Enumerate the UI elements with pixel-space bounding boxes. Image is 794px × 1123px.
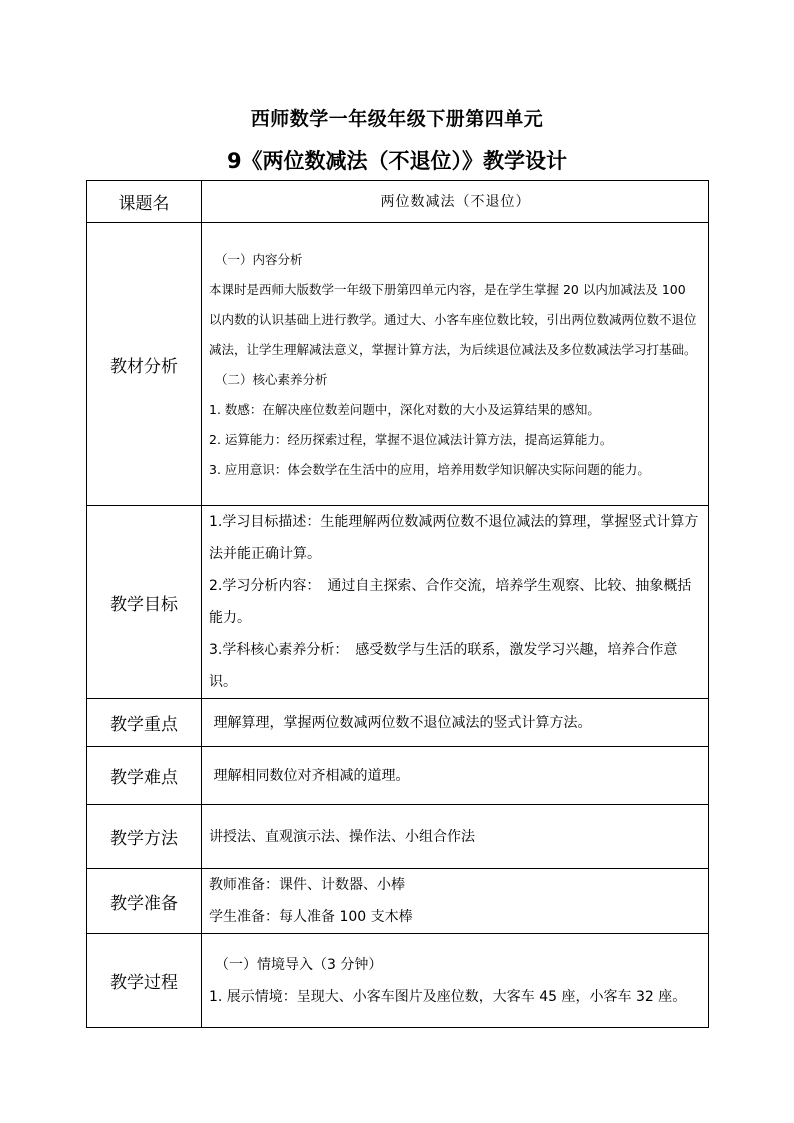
goal-item: 2.学习分析内容： 通过自主探索、合作交流，培养学生观察、比较、抽象概括能力。 [209,578,692,626]
label-topic: 课题名 [87,181,202,223]
row-topic [87,181,709,223]
key-point-value [202,699,709,747]
process-item: 1. 展示情境：呈现大、小客车图片及座位数，大客车 45 座，小客车 32 座。 [209,988,687,1005]
row-difficulty [87,747,709,805]
teaching-goals-content [202,506,709,699]
row-method [87,805,709,869]
label-key-point: 教学重点 [87,699,202,747]
goal-item: 1.学习目标描述：生能理解两位数减两位数不退位减法的算理，掌握竖式计算方法并能正确计算。 [209,514,699,562]
lesson-title: 9《两位数减法（不退位）》教学设计 [226,149,568,173]
teacher-prep: 教师准备：课件、计数器、小棒 [209,877,405,893]
core-literacy-item: 1. 数感：在解决座位数差问题中，深化对数的大小及运算结果的感知。 [209,402,600,417]
content-analysis-heading: （一）内容分析 [215,252,303,267]
method-value: 讲授法、直观演示法、操作法、小组合作法 [202,805,709,869]
process-content [202,934,709,1028]
difficulty-value [202,747,709,805]
label-material-analysis: 教材分析 [87,223,202,506]
row-process [87,934,709,1028]
label-teaching-goals: 教学目标 [87,506,202,699]
row-preparation [87,869,709,934]
preparation-content [202,869,709,934]
document-title: 西师数学一年级年级下册第四单元 [250,108,544,130]
content-analysis-paragraph: 本课时是西师大版数学一年级下册第四单元内容，是在学生掌握 20 以内加减法及 100 以内数的认识基础上进行教学。通过大、小客车座位数比较，引出两位数减两位数不退位减法，让学生理解减法意义，掌握计算方法，为后续退位减法及多位数减法学习打基础。 [209,282,697,357]
lesson-plan-table [86,180,709,1028]
core-literacy-item: 3. 应用意识：体会数学在生活中的应用，培养用数学知识解决实际问题的能力。 [209,462,650,477]
core-literacy-item: 2. 运算能力：经历探索过程，掌握不退位减法计算方法，提高运算能力。 [209,432,613,447]
label-difficulty: 教学难点 [87,747,202,805]
goal-item: 3.学科核心素养分析： 感受数学与生活的联系，激发学习兴趣，培养合作意识。 [209,642,678,690]
row-teaching-goals [87,506,709,699]
material-analysis-content [202,223,709,506]
label-preparation: 教学准备 [87,869,202,934]
difficulty-text: 理解相同数位对齐相减的道理。 [213,767,410,784]
core-literacy-heading: （二）核心素养分析 [215,372,328,387]
topic-value: 两位数减法（不退位） [202,181,709,223]
process-heading: （一）情境导入（3 分钟） [215,956,383,973]
label-process: 教学过程 [87,934,202,1028]
label-method: 教学方法 [87,805,202,869]
student-prep: 学生准备：每人准备 100 支木棒 [209,909,413,925]
key-point-text: 理解算理，掌握两位数减两位数不退位减法的竖式计算方法。 [213,714,592,731]
row-key-point [87,699,709,747]
row-material-analysis [87,223,709,506]
